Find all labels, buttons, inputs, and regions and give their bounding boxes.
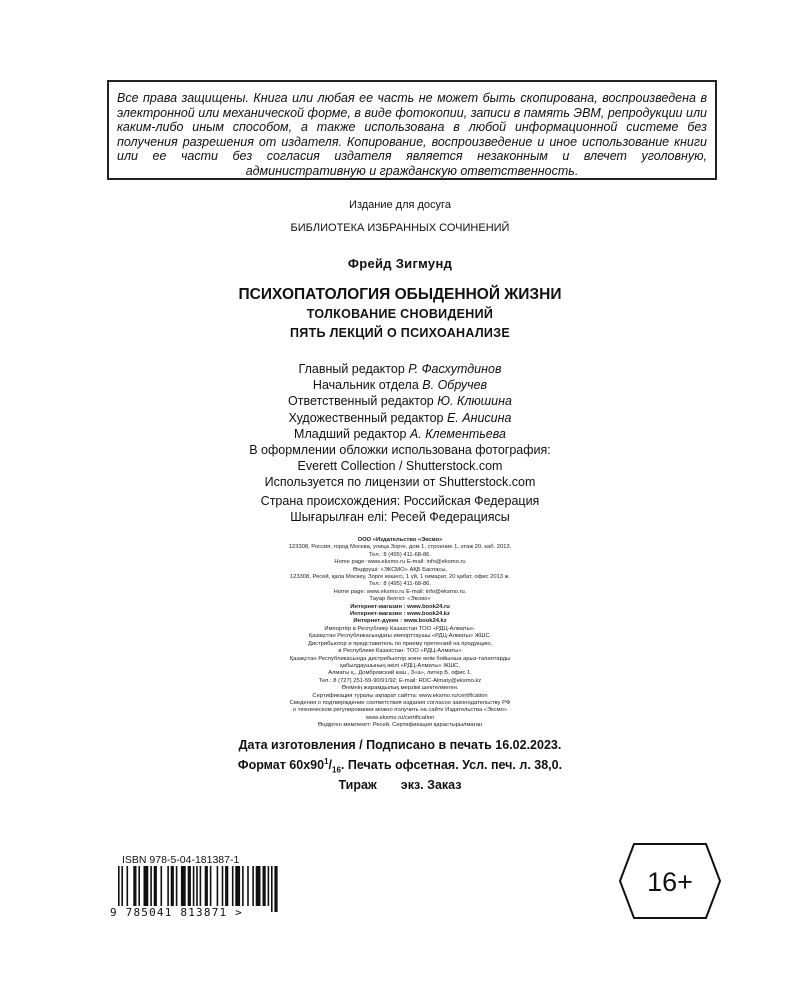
barcode-bar: [181, 866, 186, 906]
author-name: Фрейд Зигмунд: [347, 256, 453, 271]
edition-type: Издание для досуга: [349, 199, 451, 211]
publisher-line: Өнімнің жарамдылық мерзімі шектелмеген.: [341, 685, 459, 692]
publisher-line: Сведения о подтверждении соответствия издания согласно законодательству РФ: [289, 699, 511, 706]
credit-name: Ю. Клюшина: [437, 394, 512, 409]
credit-role: Ответственный редактор: [288, 394, 434, 409]
barcode-bar: [235, 866, 240, 906]
print-run-label: Тираж: [338, 778, 377, 793]
credit-name: А. Клементьева: [409, 426, 506, 441]
credit-role: Начальник отдела: [312, 378, 419, 393]
barcode-bar: [176, 866, 178, 906]
publisher-line: Қазақстан Республикасында дистрибьютор және өнім бойынша арыз-талаптарды: [289, 655, 511, 662]
country-of-origin: [0, 494, 800, 526]
publisher-line: Тел.: 8 (495) 411-68-86.: [368, 551, 432, 558]
publisher-line: Сертификация туралы ақпарат сайтта: www.eksmo.ru/certification: [312, 692, 488, 699]
photo-credit-line: Everett Collection / Shutterstock.com: [297, 458, 503, 473]
barcode-bar: [127, 866, 129, 906]
photo-credit-line: В оформлении обложки использована фотография:: [249, 443, 551, 457]
subtitle-1: ТОЛКОВАНИЕ СНОВИДЕНИЙ: [306, 307, 494, 321]
barcode-digits: 9 785041 813871 >: [110, 906, 243, 919]
barcode-bar: [252, 866, 254, 906]
format-sub: 16: [332, 765, 341, 775]
publisher-line: Home page: www.eksmo.ru E-mail: info@eksmo.ru: [334, 559, 466, 566]
format-sup: 1: [324, 756, 329, 766]
barcode-bar: [161, 866, 163, 906]
publisher-line: Алматы қ., Домбровский көш., 3«а», литер Б, офис 1.: [328, 670, 472, 677]
print-run-line: [0, 778, 800, 794]
barcode-bar: [144, 866, 149, 906]
editorial-credits: [0, 361, 800, 442]
barcode-bar: [242, 866, 244, 906]
publisher-line: www.eksmo.ru/certification: [365, 714, 435, 721]
credit-name: В. Обручев: [422, 378, 488, 393]
publisher-line: қабылдаушының өкілі «РДЦ-Алматы» ЖШС,: [340, 662, 460, 669]
barcode-bar: [138, 866, 140, 906]
publisher-line: в Республике Казахстан: ТОО «РДЦ-Алматы»: [338, 648, 462, 655]
barcode-bar: [188, 866, 191, 906]
barcode-bar: [268, 866, 270, 906]
order-label: экз. Заказ: [400, 778, 462, 793]
barcode-bar: [256, 866, 261, 906]
publisher-line: Қазақстан Республикасындағы импорттаушы «РДЦ-Алматы» ЖШС.: [308, 633, 492, 640]
publisher-line: Интернет-магазин : www.book24.kz: [350, 611, 450, 618]
publisher-line: 123308, Ресей, қала Мәскеу, Зорге көшесі, 1 үй, 1 ғимарат, 20 қабат, офис 2013 ж.: [289, 574, 511, 581]
publisher-line: ООО «Издательство «Эксмо»: [357, 537, 443, 543]
barcode-bar: [205, 866, 208, 906]
age-rating-text: 16+: [647, 867, 693, 897]
credit-line: [0, 377, 800, 393]
credit-line: [0, 361, 800, 377]
publisher-line: Тел.: 8 (495) 411-68-86.: [368, 581, 432, 588]
age-rating-badge: [618, 842, 722, 920]
photo-credit-line: Используется по лицензии от Shutterstock.com: [264, 474, 536, 489]
barcode-bar: [222, 866, 224, 906]
credit-line: [0, 426, 800, 442]
publisher-line: Интернет-магазин : www.book24.ru: [350, 603, 450, 610]
photo-credit: [0, 443, 800, 490]
barcode-bar: [167, 866, 169, 906]
credit-line: [0, 393, 800, 409]
print-date: Дата изготовления / Подписано в печать 16.02.2023.: [238, 738, 562, 752]
publisher-line: Өндіруші: «ЭКСМО» АҚБ Баспасы,: [352, 566, 448, 573]
barcode-bar: [232, 866, 234, 906]
barcode-bar: [217, 866, 219, 906]
format-slash: /: [328, 757, 333, 772]
format-line: [0, 754, 800, 778]
barcode-bar: [225, 866, 228, 906]
imprint-info: [0, 738, 800, 794]
series-name: БИБЛИОТЕКА ИЗБРАННЫХ СОЧИНЕНИЙ: [290, 222, 510, 234]
barcode-bar: [154, 866, 157, 906]
subtitle-2: ПЯТЬ ЛЕКЦИЙ О ПСИХОАНАЛИЗЕ: [290, 326, 510, 340]
publisher-line: Импортёр в Республику Казахстан ТОО «РДЦ-Алматы».: [324, 625, 476, 632]
isbn-label: ISBN 978-5-04-181387-1: [122, 854, 240, 866]
credit-role: Художественный редактор: [288, 410, 444, 425]
publisher-line: Өндірген мемлекет: Ресей. Сертификация қарастырылмаған: [317, 722, 483, 729]
publisher-line: о техническом регулировании можно получить на сайте Издательства «Эксмо»: [292, 707, 508, 714]
barcode-bar: [210, 866, 212, 906]
publisher-line: Home page: www.eksmo.ru E-mail: info@eksmo.ru.: [333, 588, 467, 595]
barcode-bar: [171, 866, 174, 906]
credit-name: Р. Фасхутдинов: [408, 362, 502, 376]
credit-role: Младший редактор: [294, 426, 407, 441]
origin-line: Шығарылған елі: Ресей Федерациясы: [290, 509, 510, 524]
copyright-notice: [107, 80, 717, 180]
credit-line: [0, 410, 800, 426]
barcode-bar: [193, 866, 195, 906]
barcode-bar: [133, 866, 136, 906]
publisher-line: Тауар белгісі: «Эксмо»: [369, 596, 431, 603]
publisher-info: [0, 537, 800, 730]
publisher-line: Интернет-дүкен : www.book24.kz: [353, 618, 447, 625]
origin-line: Страна происхождения: Российская Федерация: [260, 494, 540, 508]
credit-role: Главный редактор: [298, 362, 405, 376]
barcode-bar: [263, 866, 266, 906]
barcode-bar: [247, 866, 249, 906]
format-suffix: . Печать офсетная. Усл. печ. л. 38,0.: [340, 757, 563, 772]
publisher-line: Тел.: 8 (727) 251-59-90/91/92; E-mail: RDC-Almaty@eksmo.kz: [318, 677, 482, 684]
barcode-bar: [274, 866, 277, 912]
publisher-line: Дистрибьютор и представитель по приему претензий на продукцию,: [307, 640, 493, 647]
barcode-bar: [271, 866, 273, 912]
main-title: ПСИХОПАТОЛОГИЯ ОБЫДЕННОЙ ЖИЗНИ: [238, 286, 562, 303]
publisher-line: 123308, Россия, город Москва, улица Зорге, дом 1, строение 1, этаж 20, каб. 2013.: [288, 544, 512, 551]
copyright-text: Все права защищены. Книга или любая ее часть не может быть скопирована, воспроизведена в электронной или механической форме, в виде фотокопии, записи в память ЭВМ, репродукции или каким-либо иным способом, а также использована в любой информационной системе без получения разрешения от издателя. Копирование, воспроизведение и иное использование книги или ее части без согласия издателя является незаконным и влечет уголовную, административную и гражданскую ответственность.: [117, 91, 707, 178]
barcode-bar: [150, 866, 152, 906]
credit-name: Е. Анисина: [446, 410, 512, 425]
format-prefix: Формат 60x90: [237, 757, 325, 772]
